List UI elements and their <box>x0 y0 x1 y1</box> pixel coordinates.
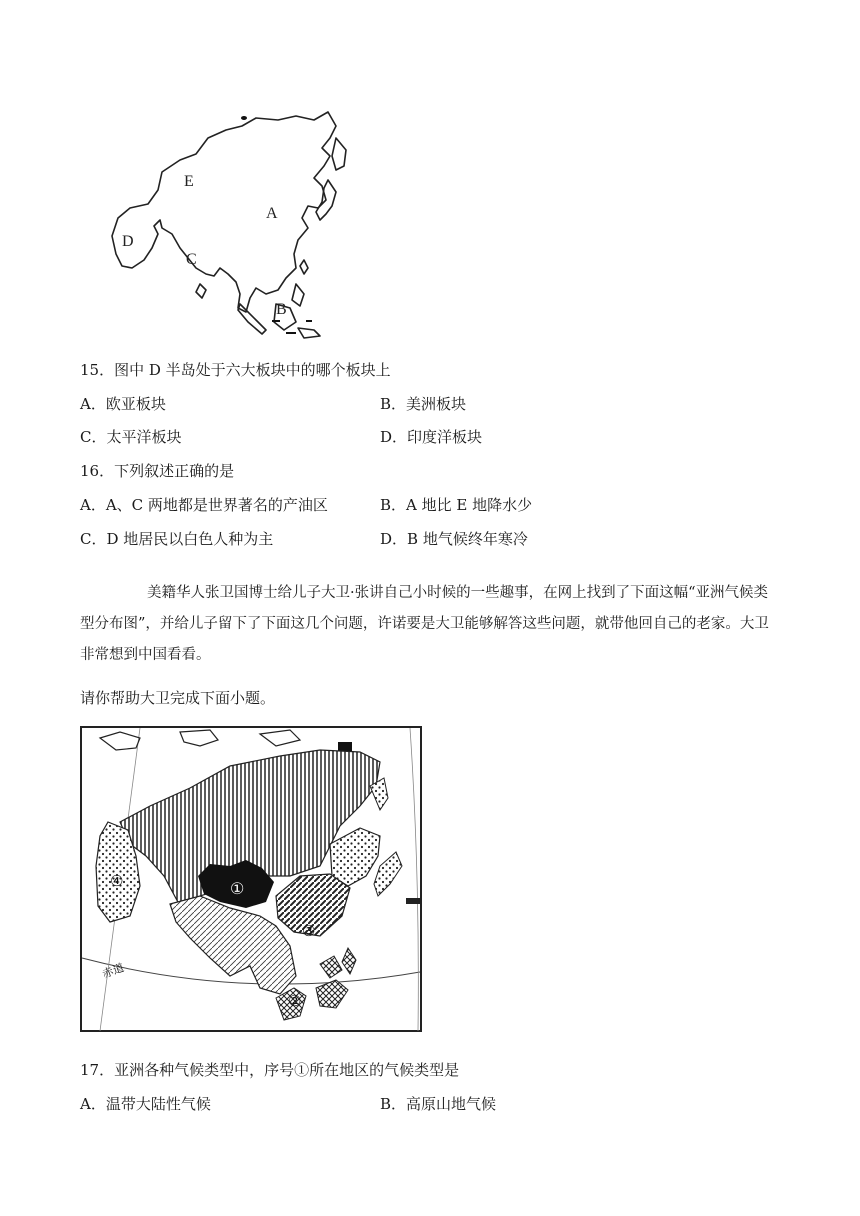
asia-outline-map <box>100 108 352 344</box>
passage-text: 美籍华人张卫国博士给儿子大卫·张讲自己小时候的一些趣事，在网上找到了下面这幅“亚洲气候类型分布图”，并给儿子留下了下面这几个问题，许诺要是大卫能够解答这些问题，就带他回自己的老家。大卫非常想到中国看看。 <box>80 585 769 663</box>
q16-option-a: A．A、C 两地都是世界著名的产油区 <box>80 496 328 514</box>
map2-label-2: ② <box>288 994 302 1010</box>
taiwan <box>300 260 308 274</box>
map1-label-a: A <box>266 205 278 222</box>
sri-lanka <box>196 284 206 298</box>
kamchatka <box>332 138 346 170</box>
q17-option-b: B．高原山地气候 <box>380 1095 497 1113</box>
q15-option-b: B．美洲板块 <box>380 395 467 413</box>
q15-option-c: C．太平洋板块 <box>80 428 182 446</box>
q16-option-c: C．D 地居民以白色人种为主 <box>80 530 274 548</box>
passage-prompt: 请你帮助大卫完成下面小题。 <box>80 689 276 707</box>
q16-option-d: D．B 地气候终年寒冷 <box>380 530 528 548</box>
q16-option-b: B．A 地比 E 地降水少 <box>380 496 533 514</box>
map1-label-e: E <box>184 173 194 190</box>
sumatra <box>238 304 266 334</box>
map2-label-1: ① <box>230 881 245 898</box>
philippines <box>292 284 304 306</box>
q15-stem: 15．图中 D 半岛处于六大板块中的哪个板块上 <box>80 361 391 379</box>
q15-option-a: A．欧亚板块 <box>80 395 166 413</box>
map1-label-d: D <box>122 233 134 250</box>
map1-label-c: C <box>186 251 197 268</box>
asia-climate-map <box>80 726 424 1034</box>
map2-label-3: ③ <box>302 924 316 940</box>
map2-equator-label: 赤道 <box>100 962 126 981</box>
new-guinea <box>298 328 320 338</box>
map1-label-b: B <box>276 301 287 318</box>
asia-coastline <box>112 112 336 312</box>
q16-stem: 16．下列叙述正确的是 <box>80 462 235 480</box>
q17-option-a: A．温带大陆性气候 <box>80 1095 211 1113</box>
q17-stem: 17．亚洲各种气候类型中，序号①所在地区的气候类型是 <box>80 1061 460 1079</box>
map2-label-4: ④ <box>110 874 124 890</box>
q15-option-d: D．印度洋板块 <box>380 428 483 446</box>
